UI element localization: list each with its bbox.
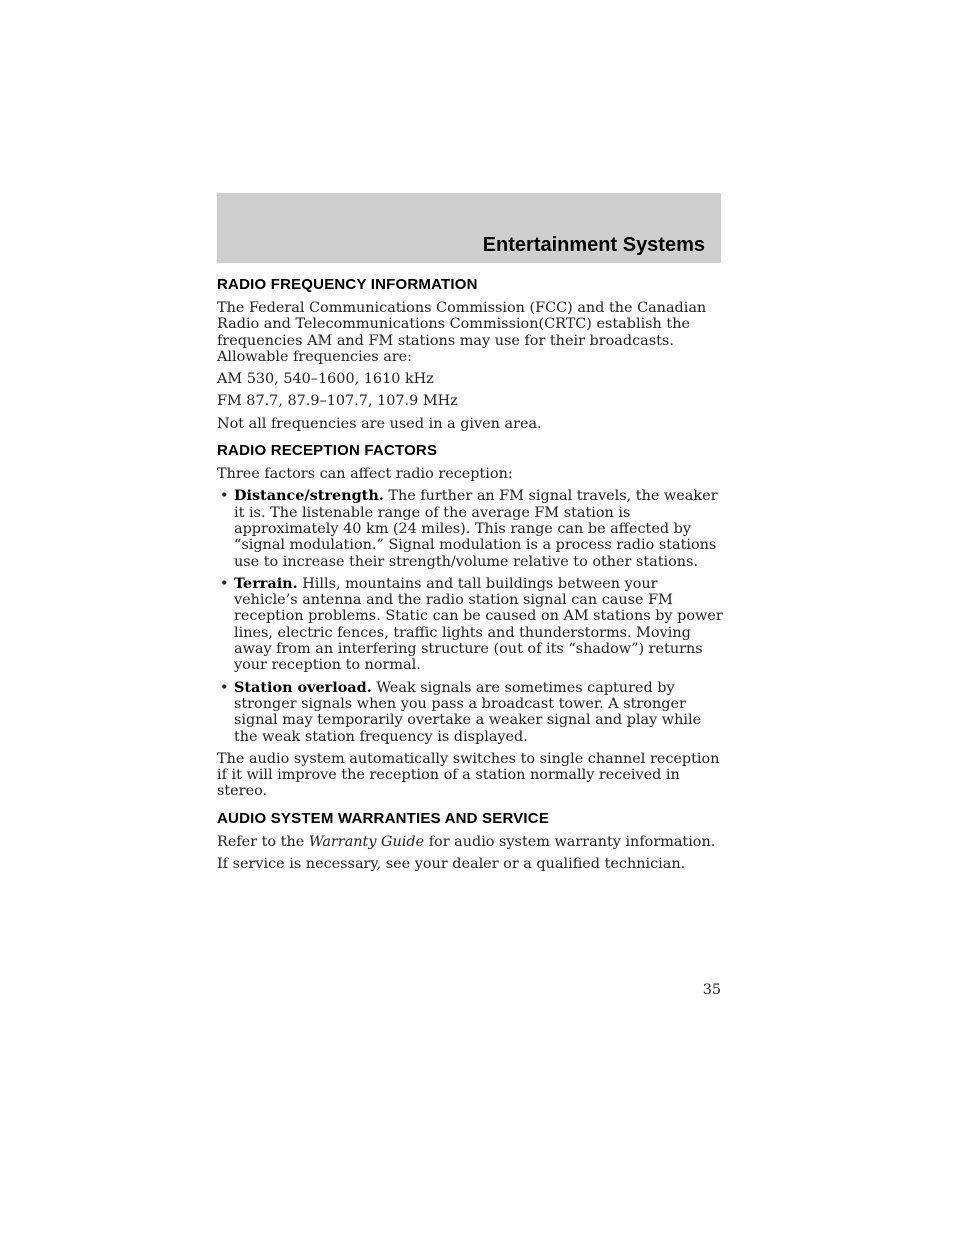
section-header-band (217, 193, 721, 263)
list-item (217, 576, 723, 674)
reception-intro: Three factors can affect radio reception: (217, 466, 513, 483)
fcc-paragraph: The Federal Communications Commission (FCC) and the Canadian Radio and Telecommunications Commission(CRTC) establish the frequencies AM and FM stations may use for their broadcasts. Allowable frequencies are: (217, 300, 707, 365)
warranty-suffix: for audio system warranty information. (424, 833, 716, 850)
reception-factors-list (217, 488, 723, 744)
heading-radio-frequency-information: RADIO FREQUENCY INFORMATION (217, 276, 478, 293)
bullet-text: The further an FM signal travels, the weaker it is. The listenable range of the average FM station is approximately 40 km (24 miles). This range can be affected by “signal modulation.” Signal modulation is a process radio stations use to increase their strength/volume relative to other stations. (234, 488, 718, 570)
stereo-switch-paragraph: The audio system automatically switches to single channel reception if it will improve the reception of a station normally received in stereo. (217, 750, 720, 800)
bullet-text: Weak signals are sometimes captured by stronger signals when you pass a broadcast tower. A stronger signal may temporarily overtake a weaker signal and play while the weak station frequency is displayed. (234, 679, 702, 745)
list-item (217, 488, 723, 569)
warranty-guide-title: Warranty Guide (308, 833, 425, 850)
warranty-prefix: Refer to the (217, 833, 309, 850)
bullet-term: Terrain. (234, 574, 298, 592)
bullet-term: Station overload. (234, 678, 372, 696)
warranty-paragraph (217, 834, 723, 850)
list-item (217, 680, 723, 745)
am-frequencies: AM 530, 540–1600, 1610 kHz (217, 371, 434, 388)
bullet-term: Distance/strength. (234, 487, 384, 505)
chapter-title: Entertainment Systems (482, 234, 705, 256)
heading-radio-reception-factors: RADIO RECEPTION FACTORS (217, 442, 438, 460)
frequency-note: Not all frequencies are used in a given area. (217, 415, 542, 432)
fm-frequencies: FM 87.7, 87.9–107.7, 107.9 MHz (217, 393, 458, 410)
page-number: 35 (702, 982, 721, 998)
service-paragraph: If service is necessary, see your dealer or a qualified technician. (217, 856, 686, 873)
heading-audio-system-warranties: AUDIO SYSTEM WARRANTIES AND SERVICE (217, 809, 550, 827)
bullet-text: Hills, mountains and tall buildings between your vehicle’s antenna and the radio station signal can cause FM reception problems. Static can be caused on AM stations by power lines, electric fences, traffic lights and thunderstorms. Moving away from an interfering structure (out of its “shadow”) returns your reception to normal. (234, 575, 723, 674)
page-content (217, 276, 723, 878)
